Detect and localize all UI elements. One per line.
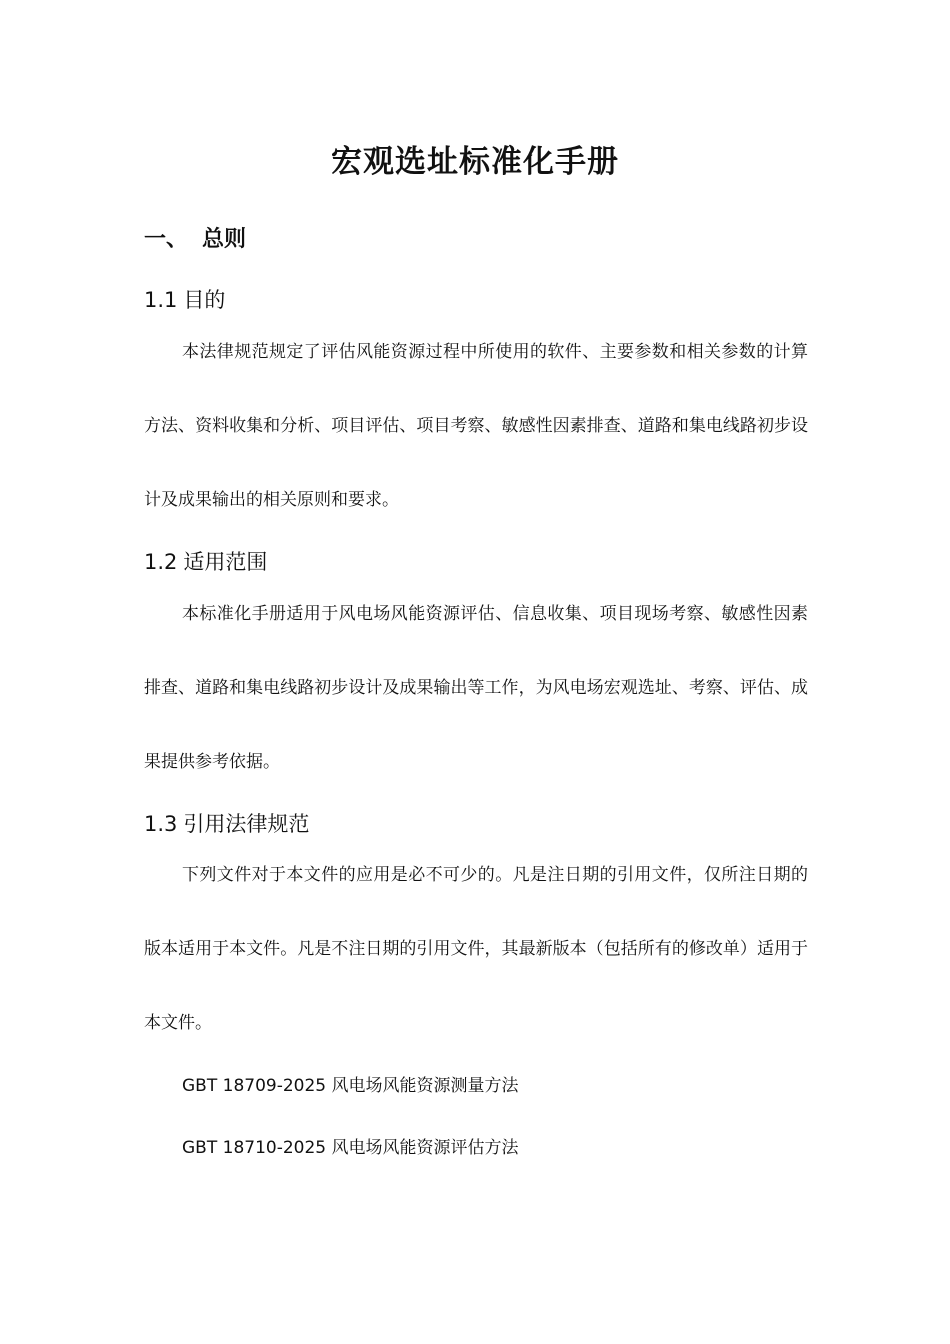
section-number: 1.3 bbox=[144, 812, 178, 836]
section-title: 适用范围 bbox=[183, 550, 268, 574]
section-heading-purpose bbox=[144, 284, 225, 316]
chapter-title: 总则 bbox=[202, 227, 247, 252]
section-heading-scope bbox=[144, 546, 267, 578]
section-body-references: 下列文件对于本文件的应用是必不可少的。凡是注日期的引用文件，仅所注日期的版本适用于本文件。凡是不注日期的引用文件，其最新版本（包括所有的修改单）适用于本文件。 bbox=[144, 865, 808, 1033]
reference-item: GBT 18710-2025 风电场风能资源评估方法 bbox=[182, 1138, 519, 1158]
reference-item: GBT 18709-2025 风电场风能资源测量方法 bbox=[182, 1076, 519, 1096]
section-title: 引用法律规范 bbox=[183, 812, 310, 836]
section-body-scope: 本标准化手册适用于风电场风能资源评估、信息收集、项目现场考察、敏感性因素排查、道路和集电线路初步设计及成果输出等工作，为风电场宏观选址、考察、评估、成果提供参考依据。 bbox=[144, 604, 808, 772]
section-title: 目的 bbox=[183, 288, 226, 312]
chapter-number: 一、 bbox=[144, 227, 189, 252]
section-body-purpose: 本法律规范规定了评估风能资源过程中所使用的软件、主要参数和相关参数的计算方法、资料收集和分析、项目评估、项目考察、敏感性因素排查、道路和集电线路初步设计及成果输出的相关原则和要求。 bbox=[144, 342, 808, 510]
chapter-heading-general bbox=[144, 222, 246, 258]
document-title: 宏观选址标准化手册 bbox=[331, 144, 619, 180]
section-number: 1.1 bbox=[144, 288, 178, 312]
section-heading-references bbox=[144, 808, 309, 840]
section-number: 1.2 bbox=[144, 550, 178, 574]
